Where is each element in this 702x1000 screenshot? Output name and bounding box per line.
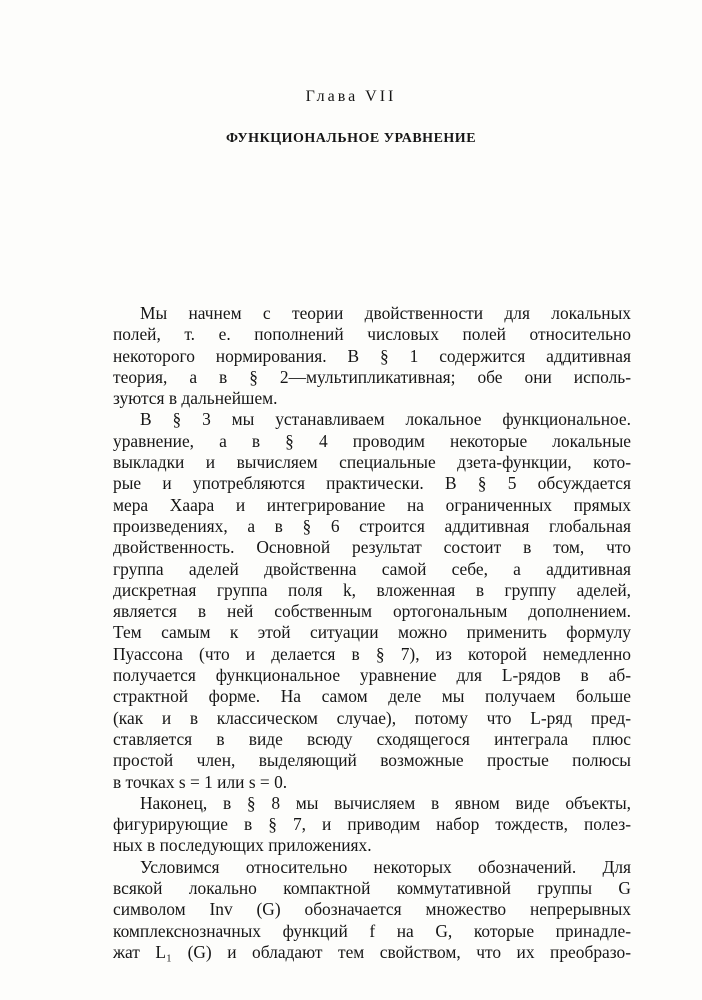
text-line: фигурирующие в § 7, и приводим набор тождеств, полез- (113, 814, 631, 835)
text-line: группа аделей двойственна самой себе, а аддитивная (113, 558, 631, 579)
text-line: зуются в дальнейшем. (113, 388, 278, 409)
text-line: дискретная группа поля k, вложенная в группу аделей, (113, 579, 631, 600)
text-line: Мы начнем с теории двойственности для локальных (140, 303, 631, 323)
text-line: (как и в классическом случае), потому что L-ряд пред- (113, 707, 631, 728)
text-line: Тем самым к этой ситуации можно применить формулу (113, 622, 631, 643)
text-line: символом Inv (G) обозначается множество непрерывных (113, 899, 631, 920)
text-line: Пуассона (что и делается в § 7), из которой немедленно (113, 643, 631, 664)
text-line: некоторого нормирования. В § 1 содержится аддитивная (113, 345, 631, 366)
text-line: Условимся относительно некоторых обозначений. Для (140, 856, 631, 877)
text-line: уравнение, а в § 4 проводим некоторые локальные (113, 430, 631, 451)
chapter-label: Глава VII (305, 88, 397, 105)
text-line: теория, а в § 2—мультипликативная; обе они исполь- (113, 366, 631, 387)
text-line: полей, т. е. пополнений числовых полей относительно (113, 324, 631, 345)
text-line: в точках s = 1 или s = 0. (113, 771, 288, 792)
text-line: В § 3 мы устанавливаем локальное функциональное. (140, 409, 631, 430)
text-line: выкладки и вычисляем специальные дзета-функции, кото- (113, 452, 631, 473)
text-line: жат L₁ (G) и обладают тем свойством, что их преобразо- (113, 941, 631, 962)
text-line: ных в последующих приложениях. (113, 835, 372, 856)
body-text (113, 303, 631, 963)
text-line: простой член, выделяющий возможные простые полюсы (113, 750, 631, 771)
text-line: комплекснозначных функций f на G, которые принадле- (113, 920, 631, 941)
text-line: Наконец, в § 8 мы вычисляем в явном виде объекты, (140, 792, 631, 813)
text-line: страктной форме. На самом деле мы получаем больше (113, 686, 631, 707)
chapter-title: ФУНКЦИОНАЛЬНОЕ УРАВНЕНИЕ (225, 131, 477, 146)
text-line: произведениях, а в § 6 строится аддитивная глобальная (113, 515, 631, 536)
text-line: мера Хаара и интегрирование на ограниченных прямых (113, 494, 631, 515)
text-line: рые и употребляются практически. В § 5 обсуждается (113, 473, 631, 494)
text-line: ставляется в виде всюду сходящегося интеграла плюс (113, 728, 631, 749)
text-line: двойственность. Основной результат состоит в том, что (113, 537, 631, 558)
text-line: получается функциональное уравнение для L-рядов в аб- (113, 665, 631, 686)
text-line: является в ней собственным ортогональным дополнением. (113, 601, 631, 622)
text-line: всякой локально компактной коммутативной группы G (113, 878, 631, 899)
